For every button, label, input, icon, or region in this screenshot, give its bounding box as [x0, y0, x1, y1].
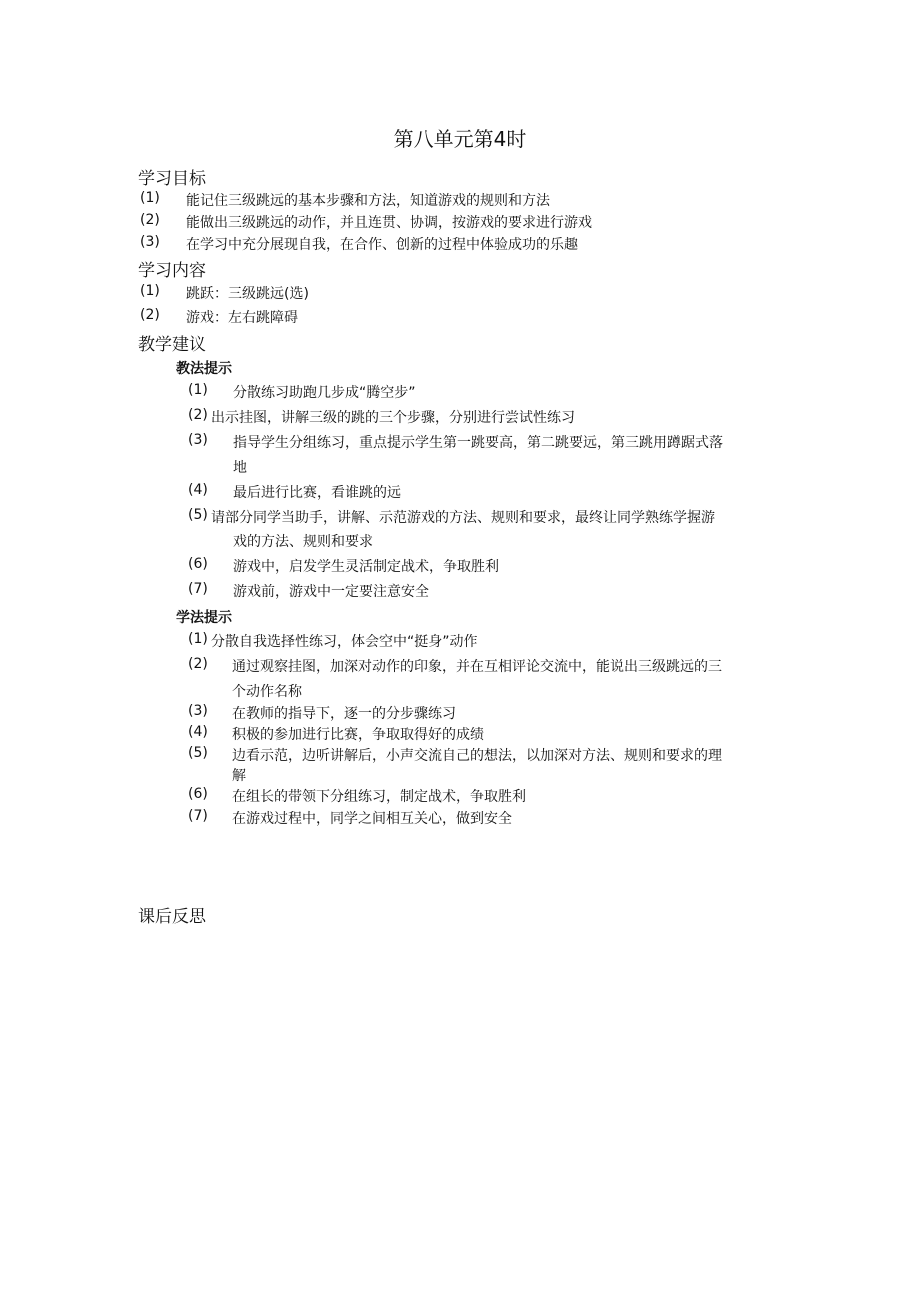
- objective-num: (1): [140, 190, 160, 206]
- learning-num: (3): [188, 703, 208, 719]
- objective-num: (2): [140, 212, 160, 228]
- learning-text-continued: 解: [232, 768, 246, 784]
- teaching-num: (6): [188, 556, 208, 572]
- content-text: 跳跃：三级跳远(选): [186, 286, 309, 302]
- reflection-heading: 课后反思: [138, 907, 206, 927]
- learning-text: 分散自我选择性练习，体会空中“挺身”动作: [211, 634, 478, 650]
- learning-text-continued: 个动作名称: [232, 684, 302, 700]
- learning-num: (5): [188, 745, 208, 761]
- learning-text: 在组长的带领下分组练习，制定战术，争取胜利: [232, 789, 526, 805]
- teaching-num: (1): [188, 382, 208, 398]
- learning-text: 在游戏过程中，同学之间相互关心，做到安全: [232, 811, 512, 827]
- teaching-text: 分散练习助跑几步成“腾空步”: [233, 385, 416, 401]
- teaching-text: 请部分同学当助手，讲解、示范游戏的方法、规则和要求，最终让同学熟练学握游: [211, 510, 715, 526]
- content-num: (2): [140, 307, 160, 323]
- teaching-num: (3): [188, 432, 208, 448]
- page-title: 第八单元第4时: [393, 127, 527, 151]
- teaching-text: 游戏前，游戏中一定要注意安全: [233, 584, 429, 600]
- teaching-num: (4): [188, 482, 208, 498]
- learning-text: 积极的参加进行比赛，争取取得好的成绩: [232, 727, 484, 743]
- learning-text: 边看示范，边听讲解后，小声交流自己的想法，以加深对方法、规则和要求的理: [232, 748, 722, 764]
- teaching-text-continued: 戏的方法、规则和要求: [233, 534, 373, 550]
- learning-num: (2): [188, 656, 208, 672]
- teaching-num: (2): [188, 407, 208, 423]
- learning-num: (4): [188, 724, 208, 740]
- objective-text: 能记住三级跳远的基本步骤和方法，知道游戏的规则和方法: [186, 193, 550, 209]
- teaching-num: (7): [188, 581, 208, 597]
- learning-num: (1): [188, 631, 208, 647]
- teaching-text: 出示挂图，讲解三级的跳的三个步骤，分别进行尝试性练习: [211, 410, 575, 426]
- teaching-tips-heading: 教法提示: [176, 361, 232, 377]
- objectives-heading: 学习目标: [138, 169, 206, 189]
- learning-num: (6): [188, 786, 208, 802]
- teaching-text: 指导学生分组练习，重点提示学生第一跳要高，第二跳要远，第三跳用蹲踞式落: [233, 435, 723, 451]
- content-text: 游戏：左右跳障碍: [186, 310, 298, 326]
- content-num: (1): [140, 283, 160, 299]
- learning-tips-heading: 学法提示: [176, 610, 232, 626]
- objective-num: (3): [140, 234, 160, 250]
- teaching-text-continued: 地: [233, 460, 247, 476]
- teaching-text: 游戏中，启发学生灵活制定战术，争取胜利: [233, 559, 499, 575]
- learning-num: (7): [188, 808, 208, 824]
- objective-text: 能做出三级跳远的动作，并且连贯、协调，按游戏的要求进行游戏: [186, 215, 592, 231]
- objective-text: 在学习中充分展现自我，在合作、创新的过程中体验成功的乐趣: [186, 237, 578, 253]
- teaching-text: 最后进行比赛，看谁跳的远: [233, 485, 401, 501]
- learning-text: 通过观察挂图，加深对动作的印象，并在互相评论交流中，能说出三级跳远的三: [232, 659, 722, 675]
- content-heading: 学习内容: [138, 261, 206, 281]
- teaching-num: (5): [188, 507, 208, 523]
- suggestions-heading: 教学建议: [138, 335, 206, 355]
- learning-text: 在教师的指导下，逐一的分步骤练习: [232, 706, 456, 722]
